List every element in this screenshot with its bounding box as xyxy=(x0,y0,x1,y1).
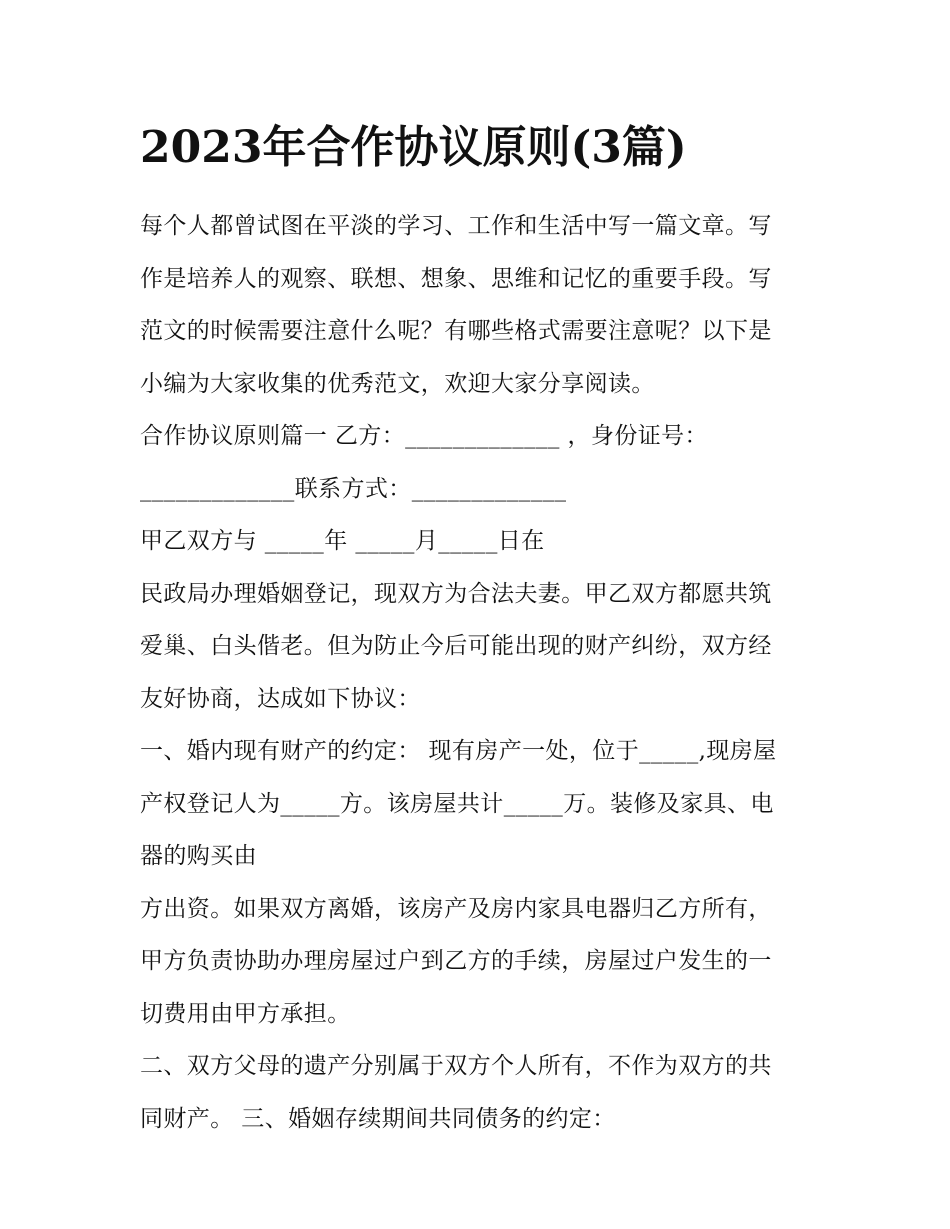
body-line: 民政局办理婚姻登记，现双方为合法夫妻。甲乙双方都愿共筑 xyxy=(140,580,772,607)
body-line: 合作协议原则篇一 乙方：_____________ ，身份证号： xyxy=(140,423,708,449)
body-line: 产权登记人为_____方。该房屋共计_____万。装修及家具、电 xyxy=(140,790,774,817)
body-line: 小编为大家收集的优秀范文，欢迎大家分享阅读。 xyxy=(140,370,655,397)
body-line: 切费用由甲方承担。 xyxy=(140,1000,351,1027)
document-title: 2023年合作协议原则(3篇) xyxy=(140,122,687,173)
body-line: 作是培养人的观察、联想、想象、思维和记忆的重要手段。写 xyxy=(140,265,772,292)
body-line: _____________联系方式：_____________ xyxy=(140,475,567,502)
body-line: 友好协商，达成如下协议： xyxy=(140,685,421,712)
body-line: 器的购买由 xyxy=(140,843,257,869)
document-body xyxy=(140,200,830,1145)
body-line: 甲乙双方与 _____年 _____月_____日在 xyxy=(140,528,545,554)
body-line: 甲方负责协助办理房屋过户到乙方的手续，房屋过户发生的一 xyxy=(140,948,772,974)
body-line: 爱巢、白头偕老。但为防止今后可能出现的财产纠纷，双方经 xyxy=(140,633,772,659)
body-line: 方出资。如果双方离婚，该房产及房内家具电器归乙方所有， xyxy=(140,895,772,922)
body-line: 一、婚内现有财产的约定： 现有房产一处，位于_____,现房屋 xyxy=(140,738,777,764)
body-line: 同财产。 三、婚姻存续期间共同债务的约定： xyxy=(140,1105,616,1132)
body-line: 每个人都曾试图在平淡的学习、工作和生活中写一篇文章。写 xyxy=(140,213,772,239)
body-line: 二、双方父母的遗产分别属于双方个人所有，不作为双方的共 xyxy=(140,1053,772,1079)
body-line: 范文的时候需要注意什么呢？有哪些格式需要注意呢？以下是 xyxy=(140,318,772,344)
